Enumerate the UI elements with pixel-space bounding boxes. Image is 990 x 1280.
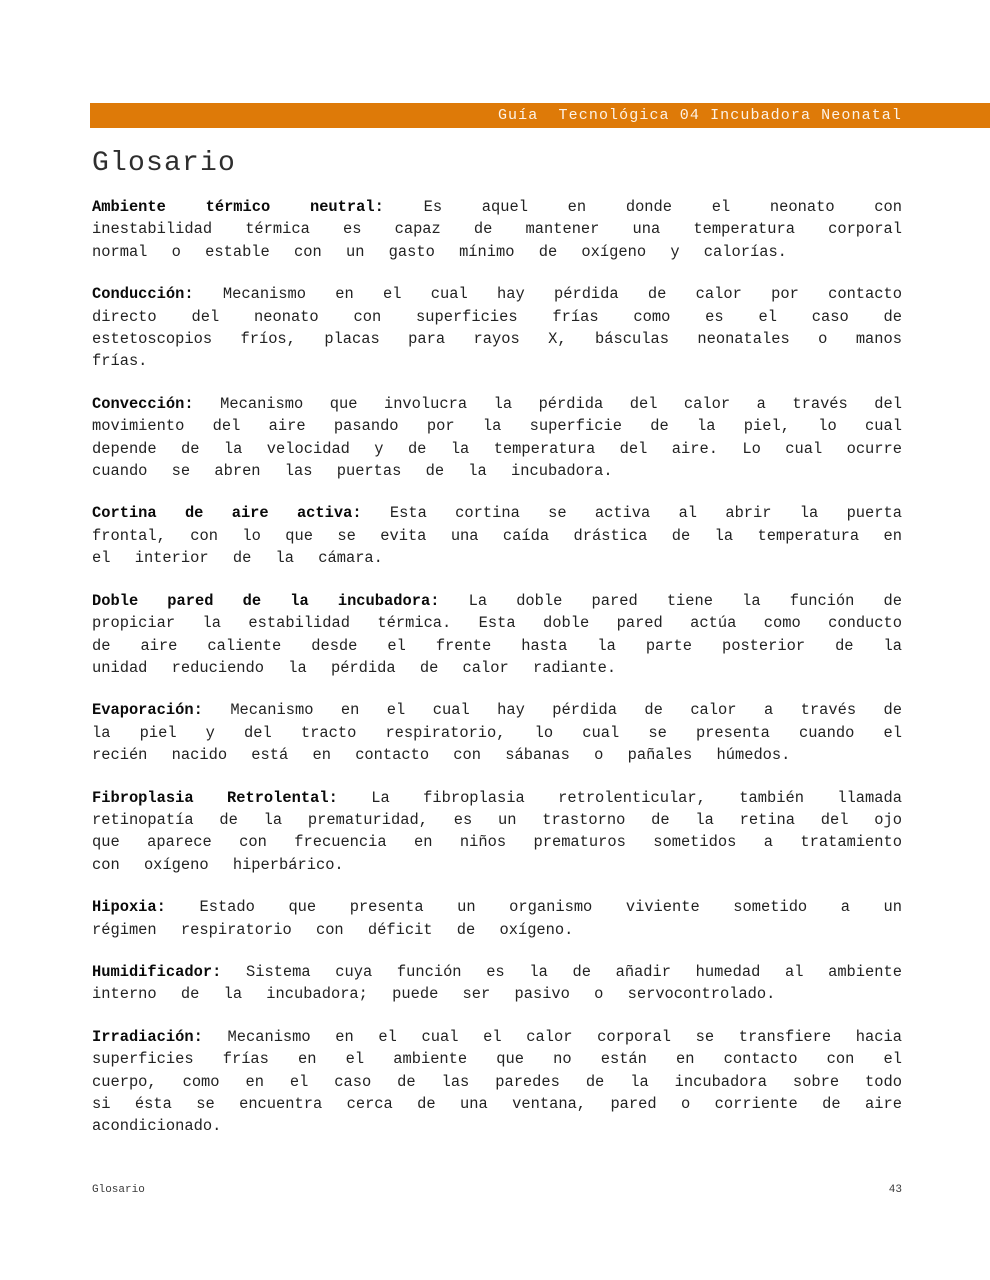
glossary-content <box>92 148 902 1158</box>
glossary-term-colon: : <box>374 198 384 216</box>
glossary-term-colon: : <box>352 504 362 523</box>
glossary-definition: La fibroplasia retrolenticular, también llamada retinopatía de la prematuridad, es un trastorno de la retina del ojo que aparece con frecuencia en niños prematuros sometidos a tratamiento con oxígeno hiperbárico. <box>92 788 902 874</box>
footer-page-number: 43 <box>888 1184 902 1196</box>
glossary-definition: Mecanismo en el cual hay pérdida de calor a través de la piel y del tracto respiratorio, lo cual se presenta cuando el recién nacido está en contacto con sábanas o pañales húmedos. <box>92 701 902 765</box>
glossary-definition: Estado que presenta un organismo viviente sometido a un régimen respiratorio con déficit de oxígeno. <box>92 898 902 939</box>
glossary-term-text: Ambiente térmico neutral <box>92 198 375 216</box>
glossary-term <box>92 701 203 719</box>
glossary-term <box>92 898 166 916</box>
glossary-term-colon: : <box>184 394 194 413</box>
glossary-term-text: Humidificador <box>92 962 213 981</box>
glossary-entry <box>92 961 902 1006</box>
glossary-term-text: Fibroplasia Retrolental <box>92 788 329 807</box>
footer-section-label: Glosario <box>92 1184 145 1196</box>
header-bar-title: Guía Tecnológica 04 Incubadora Neonatal <box>497 107 902 124</box>
glossary-term-text: Evaporación <box>92 701 194 720</box>
glossary-term <box>92 1028 203 1046</box>
glossary-definition: Sistema cuya función es la de añadir humedad al ambiente interno de la incubadora; puede ser pasivo o servocontrolado. <box>92 962 902 1004</box>
glossary-term-colon: : <box>193 1027 203 1046</box>
glossary-term-text: Irradiación <box>92 1027 194 1046</box>
page-title: Glosario <box>92 148 237 179</box>
glossary-entry <box>92 196 902 263</box>
glossary-entry <box>92 896 902 941</box>
glossary-term <box>92 789 338 807</box>
glossary-term-colon: : <box>328 788 338 807</box>
glossary-entry <box>92 393 902 483</box>
glossary-term-colon: : <box>184 285 194 304</box>
glossary-definition: Esta cortina se activa al abrir la puerta frontal, con lo que se evita una caída drástica de la temperatura en el interior de la cámara. <box>92 504 902 568</box>
glossary-term-colon: : <box>193 701 203 720</box>
glossary-term <box>92 504 362 522</box>
glossary-term-text: Convección <box>92 394 185 413</box>
glossary-entry <box>92 590 902 680</box>
glossary-term-text: Hipoxia <box>92 898 157 917</box>
glossary-entry <box>92 502 902 569</box>
glossary-entry <box>92 283 902 373</box>
glossary-term-text: Conducción <box>92 285 185 304</box>
glossary-entry <box>92 1026 902 1138</box>
glossary-definition: La doble pared tiene la función de propiciar la estabilidad térmica. Esta doble pared actúa como conducto de aire caliente desde el frente hasta la parte posterior de la unidad reduciendo la pérdida de calor radiante. <box>92 591 902 677</box>
glossary-term-text: Cortina de aire activa <box>92 504 353 523</box>
glossary-term <box>92 395 194 413</box>
glossary-definition: Mecanismo en el cual hay pérdida de calor por contacto directo del neonato con superficies frías como es el caso de estetoscopios fríos, placas para rayos X, básculas neonatales o manos frías. <box>92 285 902 371</box>
glossary-term <box>92 285 194 303</box>
glossary-definition: Es aquel en donde el neonato con inestabilidad térmica es capaz de mantener una temperatura corporal normal o estable con un gasto mínimo de oxígeno y calorías. <box>92 198 902 261</box>
glossary-term-colon: : <box>430 591 440 610</box>
page-footer <box>92 1184 902 1196</box>
glossary-definition: Mecanismo que involucra la pérdida del calor a través del movimiento del aire pasando por la superficie de la piel, lo cual depende de la velocidad y de la temperatura del aire. Lo cual ocurre cuando se abren las puertas de la incubadora. <box>92 394 902 481</box>
glossary-term <box>92 198 384 216</box>
glossary-term-colon: : <box>156 898 166 917</box>
glossary-term-text: Doble pared de la incubadora <box>92 591 431 610</box>
glossary-term-colon: : <box>212 962 222 981</box>
glossary-term <box>92 963 221 981</box>
glossary-term <box>92 592 439 610</box>
header-bar <box>90 103 990 128</box>
glossary-definition: Mecanismo en el cual el calor corporal se transfiere hacia superficies frías en el ambiente que no están en contacto con el cuerpo, como en el caso de las paredes de la incubadora sobre todo si ésta se encuentra cerca de una ventana, pared o corriente de aire acondicionado. <box>92 1027 902 1136</box>
glossary-entry <box>92 787 902 877</box>
glossary-entry <box>92 699 902 766</box>
